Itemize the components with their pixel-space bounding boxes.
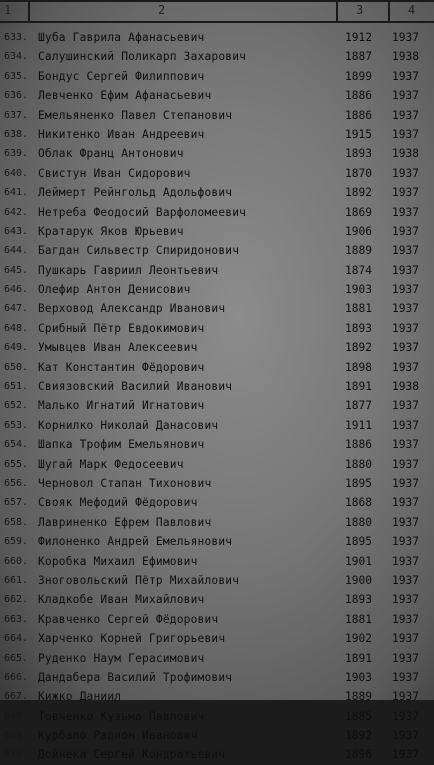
table-row [0, 377, 434, 396]
table-row [0, 203, 434, 222]
birth-year: 1892 [345, 341, 372, 355]
row-number: 657. [4, 497, 29, 509]
person-name: Умывцев Иван Алексеевич [38, 341, 198, 355]
row-number: 634. [4, 51, 29, 63]
table-row [0, 629, 434, 648]
row-number: 642. [4, 206, 29, 218]
row-number: 652. [4, 400, 29, 412]
row-number: 635. [4, 70, 29, 82]
person-name: Багдан Сильвестр Спиридонович [38, 244, 240, 258]
row-number: 655. [4, 458, 29, 470]
row-number: 638. [4, 128, 29, 140]
birth-year: 1889 [345, 244, 372, 258]
birth-year: 1896 [345, 748, 372, 762]
birth-year: 1903 [345, 670, 372, 684]
record-year: 1937 [392, 399, 419, 413]
record-year: 1937 [392, 515, 419, 529]
table-row [0, 745, 434, 764]
person-name: Олефир Антон Денисович [38, 283, 191, 297]
birth-year: 1912 [345, 31, 372, 44]
column-number-2: 2 [158, 3, 166, 17]
table-row [0, 474, 434, 493]
row-number: 643. [4, 225, 29, 237]
table-row [0, 125, 434, 144]
row-number: 651. [4, 381, 29, 393]
person-name: Шуба Гаврила Афанасьевич [38, 31, 205, 44]
birth-year: 1906 [345, 224, 372, 238]
record-year: 1937 [392, 496, 419, 510]
table-header [0, 0, 434, 22]
record-year: 1937 [392, 709, 419, 723]
birth-year: 1881 [345, 612, 372, 626]
table-row [0, 590, 434, 609]
table-row [0, 299, 434, 318]
row-number: 664. [4, 633, 29, 645]
table-row [0, 86, 434, 105]
person-name: Зноговольский Пётр Михайлович [38, 573, 240, 587]
row-number: 669. [4, 730, 29, 742]
table-row [0, 707, 434, 726]
record-year: 1937 [392, 224, 419, 238]
record-year: 1937 [392, 186, 419, 200]
birth-year: 1880 [345, 515, 372, 529]
table-row [0, 280, 434, 299]
birth-year: 1880 [345, 457, 372, 471]
birth-year: 1892 [345, 729, 372, 743]
record-year: 1937 [392, 457, 419, 471]
birth-year: 1868 [345, 496, 372, 510]
record-year: 1937 [392, 438, 419, 452]
person-name: Товченко Кузьма Павлович [38, 709, 205, 723]
row-number: 653. [4, 419, 29, 431]
birth-year: 1911 [345, 418, 372, 432]
column-divider-2 [336, 0, 338, 22]
row-number: 641. [4, 187, 29, 199]
birth-year: 1892 [345, 186, 372, 200]
birth-year: 1895 [345, 535, 372, 549]
person-name: Харченко Корней Григорьевич [38, 632, 226, 646]
table-row [0, 28, 434, 47]
table-row [0, 532, 434, 551]
person-name: Кладкобе Иван Михайлович [38, 593, 205, 607]
table-row [0, 455, 434, 474]
person-name: Лавриненко Ефрем Павлович [38, 515, 212, 529]
record-year: 1937 [392, 283, 419, 297]
birth-year: 1893 [345, 593, 372, 607]
table-row [0, 610, 434, 629]
record-year: 1937 [392, 302, 419, 316]
birth-year: 1900 [345, 573, 372, 587]
row-number: 646. [4, 284, 29, 296]
row-number: 663. [4, 613, 29, 625]
header-bottom-rule [0, 21, 434, 23]
row-number: 656. [4, 477, 29, 489]
table-row [0, 241, 434, 260]
person-name: Кижко Даниил [38, 690, 122, 704]
table-row [0, 222, 434, 241]
column-number-1: 1 [4, 3, 12, 17]
birth-year: 1885 [345, 709, 372, 723]
table-row [0, 338, 434, 357]
birth-year: 1869 [345, 205, 372, 219]
table-row [0, 687, 434, 706]
record-year: 1937 [392, 69, 419, 83]
table-row [0, 513, 434, 532]
row-number: 645. [4, 264, 29, 276]
record-year: 1938 [392, 147, 419, 161]
row-number: 640. [4, 167, 29, 179]
row-number: 661. [4, 574, 29, 586]
column-number-4: 4 [408, 3, 416, 17]
record-year: 1937 [392, 108, 419, 122]
birth-year: 1886 [345, 89, 372, 103]
table-row [0, 144, 434, 163]
row-number: 650. [4, 361, 29, 373]
birth-year: 1893 [345, 321, 372, 335]
record-year: 1937 [392, 573, 419, 587]
birth-year: 1902 [345, 632, 372, 646]
row-number: 658. [4, 516, 29, 528]
column-divider-3 [388, 0, 390, 22]
birth-year: 1881 [345, 302, 372, 316]
person-name: Салушинский Поликарп Захарович [38, 50, 247, 64]
birth-year: 1886 [345, 438, 372, 452]
row-number: 666. [4, 671, 29, 683]
record-year: 1937 [392, 632, 419, 646]
birth-year: 1893 [345, 147, 372, 161]
row-number: 647. [4, 303, 29, 315]
birth-year: 1887 [345, 50, 372, 64]
column-number-3: 3 [356, 3, 364, 17]
record-year: 1937 [392, 127, 419, 141]
row-number: 639. [4, 148, 29, 160]
table-row [0, 552, 434, 571]
table-row [0, 319, 434, 338]
table-row [0, 668, 434, 687]
person-name: Черновол Стапан Тихонович [38, 476, 212, 490]
record-year: 1937 [392, 263, 419, 277]
table-row [0, 649, 434, 668]
person-name: Дандабера Василий Трофимович [38, 670, 233, 684]
row-number: 665. [4, 652, 29, 664]
record-year: 1937 [392, 205, 419, 219]
person-name: Шугай Марк Федосеевич [38, 457, 184, 471]
record-year: 1937 [392, 89, 419, 103]
birth-year: 1874 [345, 263, 372, 277]
record-year: 1937 [392, 612, 419, 626]
person-name: Свиязовский Василий Иванович [38, 380, 233, 394]
birth-year: 1877 [345, 399, 372, 413]
birth-year: 1898 [345, 360, 372, 374]
birth-year: 1901 [345, 554, 372, 568]
row-number: 660. [4, 555, 29, 567]
birth-year: 1886 [345, 108, 372, 122]
table-row [0, 571, 434, 590]
person-name: Курбало Радион Иванович [38, 729, 198, 743]
table-row [0, 164, 434, 183]
table-row [0, 106, 434, 125]
record-year: 1938 [392, 50, 419, 64]
person-name: Нетреба Феодосий Варфоломеевич [38, 205, 247, 219]
person-name: Облак Франц Антонович [38, 147, 184, 161]
record-year: 1937 [392, 341, 419, 355]
person-name: Свояк Мефодий Фёдорович [38, 496, 198, 510]
person-name: Шапка Трофим Емельянович [38, 438, 205, 452]
person-name: Верховод Александр Иванович [38, 302, 226, 316]
record-year: 1937 [392, 535, 419, 549]
table-row [0, 183, 434, 202]
birth-year: 1915 [345, 127, 372, 141]
row-number: 662. [4, 594, 29, 606]
row-number: 649. [4, 342, 29, 354]
person-name: Кратарук Яков Юрьевич [38, 224, 184, 238]
record-year: 1937 [392, 418, 419, 432]
birth-year: 1891 [345, 651, 372, 665]
table-row [0, 726, 434, 745]
record-year: 1937 [392, 748, 419, 762]
table-row [0, 47, 434, 66]
birth-year: 1903 [345, 283, 372, 297]
table-row [0, 416, 434, 435]
person-name: Никитенко Иван Андреевич [38, 127, 205, 141]
birth-year: 1870 [345, 166, 372, 180]
person-name: Пушкарь Гавриил Леонтьевич [38, 263, 219, 277]
person-name: Кат Константин Фёдорович [38, 360, 205, 374]
person-name: Срибный Пётр Евдокимович [38, 321, 205, 335]
birth-year: 1895 [345, 476, 372, 490]
person-name: Дойнека Сергей Кондратьевич [38, 748, 226, 762]
record-year: 1937 [392, 690, 419, 704]
person-name: Бондус Сергей Филиппович [38, 69, 205, 83]
row-number: 670. [4, 749, 29, 761]
row-number: 648. [4, 322, 29, 334]
birth-year: 1889 [345, 690, 372, 704]
person-name: Кравченко Сергей Фёдорович [38, 612, 219, 626]
birth-year: 1891 [345, 380, 372, 394]
column-divider-1 [28, 0, 30, 22]
row-number: 633. [4, 32, 29, 43]
record-year: 1937 [392, 593, 419, 607]
record-year: 1937 [392, 166, 419, 180]
record-year: 1937 [392, 476, 419, 490]
person-name: Левченко Ефим Афанасьевич [38, 89, 212, 103]
row-number: 637. [4, 109, 29, 121]
row-number: 636. [4, 90, 29, 102]
row-number: 654. [4, 439, 29, 451]
person-name: Корнилко Николай Данасович [38, 418, 219, 432]
row-number: 644. [4, 245, 29, 257]
person-name: Свистун Иван Сидорович [38, 166, 191, 180]
person-name: Руденко Наум Герасимович [38, 651, 205, 665]
table-row [0, 435, 434, 454]
row-number: 659. [4, 536, 29, 548]
table-row [0, 396, 434, 415]
person-name: Филоненко Андрей Емельянович [38, 535, 233, 549]
record-year: 1937 [392, 651, 419, 665]
record-year: 1937 [392, 554, 419, 568]
record-year: 1937 [392, 360, 419, 374]
birth-year: 1899 [345, 69, 372, 83]
table-row [0, 358, 434, 377]
person-name: Емельяненко Павел Степанович [38, 108, 233, 122]
record-year: 1937 [392, 31, 419, 44]
person-name: Коробка Михаил Ефимович [38, 554, 198, 568]
table-row [0, 67, 434, 86]
record-year: 1937 [392, 729, 419, 743]
person-name: Малько Игнатий Игнатович [38, 399, 205, 413]
table-row [0, 261, 434, 280]
record-year: 1937 [392, 321, 419, 335]
row-number: 668. [4, 710, 29, 722]
record-year: 1937 [392, 670, 419, 684]
row-number: 667. [4, 691, 29, 703]
header-top-rule [0, 0, 434, 2]
table-row [0, 493, 434, 512]
record-year: 1937 [392, 244, 419, 258]
record-year: 1938 [392, 380, 419, 394]
person-name: Леймерт Рейнгольд Адольфович [38, 186, 233, 200]
register-table [0, 28, 434, 765]
